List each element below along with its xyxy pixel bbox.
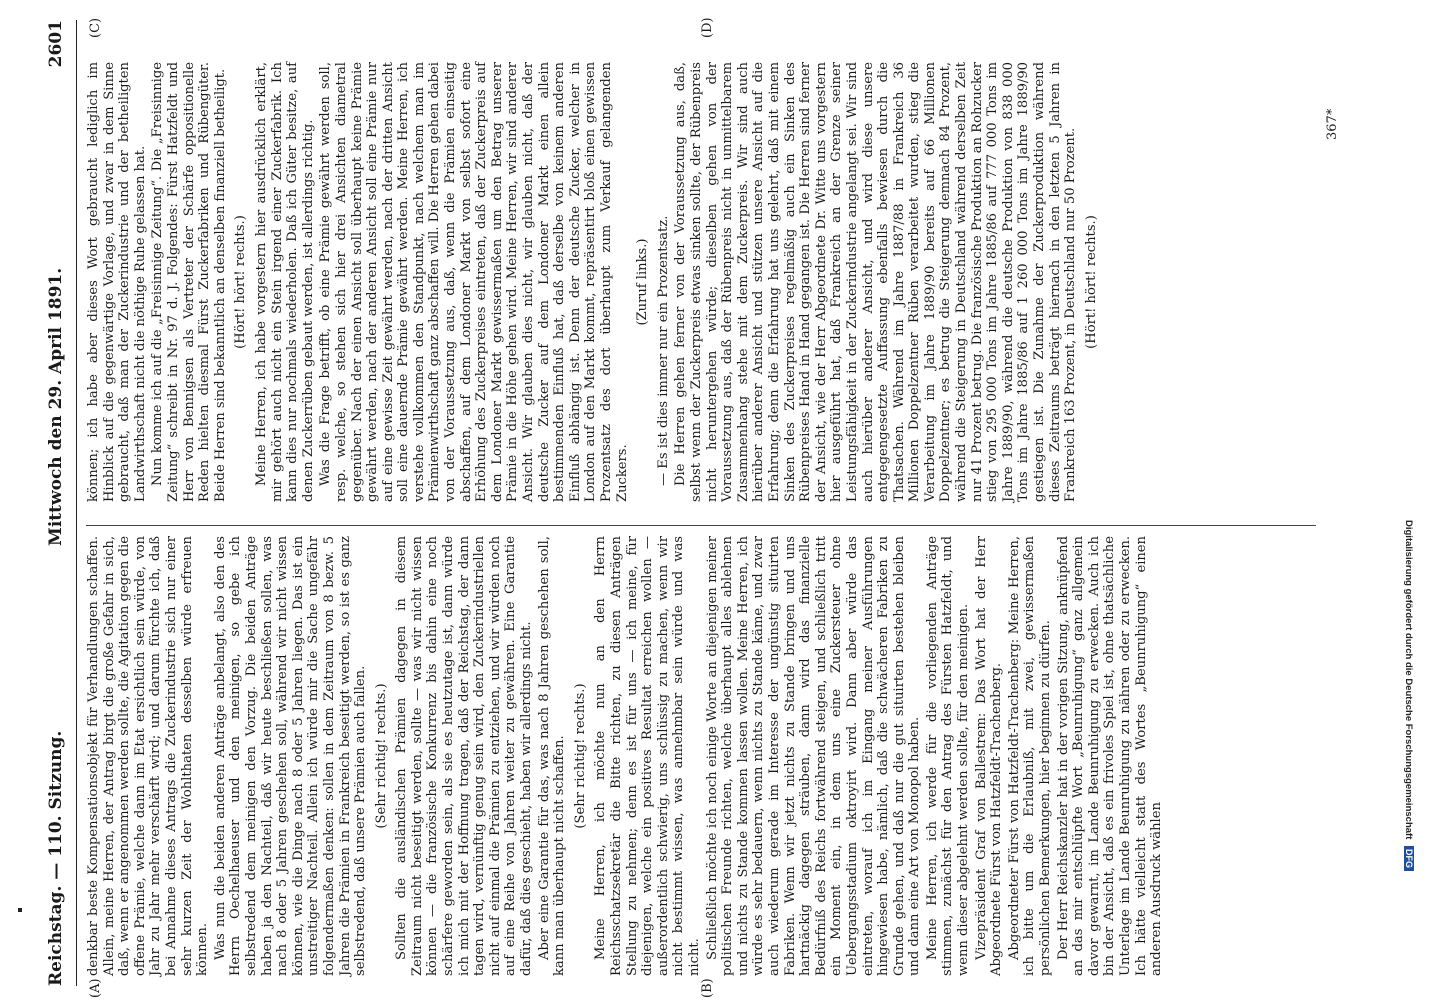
paragraph: Die Herren gehen ferner von der Voraussetzung aus, daß, selbst wenn der Zuckerpreis etwas sinken sollte, der Rübenpreis nicht heruntergehen würde; dieselben gehen von der Voraussetzung aus, daß der Rübenpreis nicht in unmittelbarem Zusammenhang stehe mit dem Zuckerpreis. Wir sind auch hierüber anderer Ansicht und stützen unsere Ansicht auf die Erfahrung; denn die Erfahrung hat uns gelehrt, daß mit einem Sinken des Zuckerpreises regelmäßig auch ein Sinken des Rübenpreises Hand in Hand gegangen ist. Die Herren sind ferner der Ansicht, wie der Herr Abgeordnete Dr. Witte uns vorgestern hier ausgeführt hat, daß Frankreich an der Grenze seiner Leistungsfähigkeit in der Zuckerindustrie angelangt sei. Wir sind auch hierüber anderer Ansicht, und wird diese unsere entgegengesetzte Auffassung ebenfalls bewiesen durch die Thatsachen. Während im Jahre 1887/88 in Frankreich 36 Millionen Doppelzentner Rüben verarbeitet wurden, stieg die Verarbeitung im Jahre 1889/90 bereits auf 66 Millionen Doppelzentner; es betrug die Steigerung demnach 84 Prozent, während die Steigerung in Deutschland während derselben Zeit nur 41 Prozent betrug. Die französische Produktion an Rohzucker stieg von 295 000 Tons im Jahre 1885/86 auf 777 000 Tons im Jahre 1889/90, während die deutsche Produktion von 838 000 Tons im Jahre 1885/86 auf 1 260 000 Tons im Jahre 1889/90 gestiegen ist. Die Zunahme der Zuckerproduktion während dieses Zeitraums beträgt hiernach in den letzten 5 Jahren in Frankreich 163 Prozent, in Deutschland nur 50 Prozent. [673, 62, 1079, 502]
paragraph: — Es ist dies immer nur ein Prozentsatz. [655, 215, 671, 486]
footer-signature-mark: 367* [1325, 108, 1340, 140]
paragraph: denkbar beste Kompensationsobjekt für Verhandlungen schaffen. Allein, meine Herren, der Antrag birgt die große Gefahr in sich, daß, wenn er angenommen werden sollte, die Agitation gegen die offene Prämie, welche dann im Etat ersichtlich sein würde, von Jahr zu Jahr mehr verschärft wird; und darum fürchte ich, daß bei Annahme dieses Antrags die Zuckerindustrie sich nur einer sehr kurzen Zeit der Wohlthaten desselben würde erfreuen können. [86, 536, 211, 976]
column-divider [86, 525, 1316, 526]
funding-note-text: Digitalisierung gefördert durch die Deutsche Forschungsgemeinschaft [1403, 520, 1414, 840]
paragraph: Vizepräsident Graf von Ballestrem: Das Wort hat der Herr Abgeordnete Fürst von Hatzfeldt-Trachenberg. [973, 536, 1005, 976]
paragraph: (Zuruf links.) [635, 238, 651, 326]
paragraph: Nun komme ich auf die „Freisinnige Zeitung“. Die „Freisinnige Zeitung“ schreibt in Nr. 97 d. J. Folgendes: Fürst Hatzfeldt und Herr von Bennigsen als Vertreter der Schärfe oppositionelle Reden hielten diesmal Fürst Zuckerfabriken und Rübengüter. Beide Herren sind bekanntlich an denselben finanziell betheiligt. [150, 62, 228, 502]
header-date: Mittwoch den 29. April 1891. [46, 267, 66, 546]
margin-marker-d: (D) [700, 17, 715, 38]
page-header [46, 20, 74, 986]
dfg-logo: DFG [1404, 846, 1414, 871]
paragraph: Meine Herren, ich habe vorgestern hier ausdrücklich erklärt, mir gehört auch nicht ein Stein irgend einer Zuckerfabrik. Ich kann dies nur nochmals wiederholen. Daß ich Güter besitze, auf denen Zuckerrüben gebaut werden, ist allerdings richtig. [253, 62, 316, 502]
margin-marker-c: (C) [88, 17, 103, 38]
paragraph: Was nun die beiden anderen Anträge anbelangt, also den des Herrn Oechelhaeuser und den meinigen, so gebe ich selbstredend dem meinigen den Vorzug. Die beiden Anträge haben ja den Nachteil, daß wir heute beschließen sollen, was nach 8 oder 5 Jahren geschehen soll, während wir nicht wissen können, wie die Dinge nach 8 oder 5 Jahren liegen. Das ist ein unstreitiger Nachteil. Allein ich würde mir die Sache ungefähr folgendermaßen denken: sollen in dem Zeitraum von 8 bezw. 5 Jahren die Prämien in Frankreich beseitigt werden, so ist es ganz selbstredend, daß unsere Prämien auch fallen. [212, 536, 369, 976]
paragraph: können; ich habe aber dieses Wort gebraucht lediglich im Hinblick auf die gegenwärtige Vorlage, und zwar in dem Sinne gebraucht, daß man der Zuckerindustrie und der betheiligten Landwirthschaft nicht die nöthige Ruhe gelassen hat. [86, 62, 148, 502]
paragraph: Der Herr Reichskanzler hat in der vorigen Sitzung, anknüpfend an das mir entschlüpfte Wort „Beunruhigung“ ganz allgemein davor gewarnt, im Lande Beunruhigung zu erwecken. Auch ich bin der Ansicht, daß es ein frivoles Spiel ist, ohne thatsächliche Unterlage im Lande Beunruhigung zu nähren oder zu erwecken. Ich hätte vielleicht statt des Wortes „Beunruhigung“ einen anderen Ausdruck wählen [1055, 536, 1165, 976]
paragraph: Schließlich möchte ich noch einige Worte an diejenigen meiner politischen Freunde richten, welche überhaupt alles ablehnen und nichts zu Stande kommen lassen wollen. Meine Herren, ich würde es sehr bedauern, wenn nichts zu Stande käme, und zwar auch wiederum gerade im Interesse der ungünstig situirten Fabriken. Wenn wir jetzt nichts zu Stande bringen und uns hartnäckig dagegen sträuben, dann wird das finanzielle Bedürfniß des Reichs fortwährend steigen, und schließlich tritt ein Moment ein, in dem uns eine Zuckersteuer ohne Uebergangsstadium oktroyirt wird. Dann aber würde das eintreten, worauf ich im Eingang meiner Ausführungen hingewiesen habe, nämlich, daß die schwächeren Fabriken zu Grunde gehen, und daß nur die gut situirten bestehen bleiben und dann eine Art von Monopol haben. [704, 536, 923, 976]
margin-marker-b: (B) [700, 978, 715, 998]
left-text-column [86, 536, 1167, 976]
paragraph: Aber eine Garantie für das, was nach 8 Jahren geschehen soll, kann man überhaupt nicht schaffen. [536, 536, 568, 976]
right-text-column [86, 62, 1104, 502]
funding-note [1403, 520, 1414, 980]
paragraph: Sollten die ausländischen Prämien dagegen in diesem Zeitraum nicht beseitigt werden, sollte — was wir nicht wissen können — die französische Konkurrenz bis dahin eine noch schärfere geworden sein, als sie es heutzutage ist, dann würde ich mich mit der Hoffnung tragen, daß der Reichstag, der dann tagen wird, vernünftig genug sein wird, den Zuckerindustriellen nicht auf einmal die Prämien zu entziehen, und wir würden noch auf eine Reihe von Jahren weiter zu gewähren. Eine Garantie dafür, daß dies geschieht, haben wir allerdings nicht. [394, 536, 535, 976]
margin-marker-a: (A) [88, 978, 103, 998]
header-page-number: 2601 [46, 20, 66, 68]
header-session: Reichstag. — 110. Sitzung. [46, 730, 66, 986]
paragraph: Meine Herren, ich möchte nun an den Herrn Reichsschatzsekretär die Bitte richten, zu diesen Anträgen Stellung zu nehmen; denn es ist für uns — ich meine, für diejenigen, welche ein positives Resultat erreichen wollen — außerordentlich schwierig, uns schlüssig zu machen, wenn wir nicht bestimmt wissen, was annehmbar sein würde und was nicht. [593, 536, 702, 976]
header-rule [76, 20, 77, 986]
paragraph: Was die Frage betrifft, ob eine Prämie gewährt werden soll, resp. welche, so stehen sich hier drei Ansichten diametral gegenüber. Nach der einen Ansicht soll überhaupt keine Prämie gewährt werden, nach der anderen Ansicht soll eine Prämie nur auf eine gewisse Zeit gewährt werden, nach der dritten Ansicht soll eine dauernde Prämie gewährt werden. Meine Herren, ich verstehe vollkommen den Standpunkt, nach welchem man im Prämienwirthschaft ganz abschaffen will. Die Herren gehen dabei von der Voraussetzung aus, daß, wenn die Prämien einseitig abschaffen, auf dem Londoner Markt von selbst sofort eine Erhöhung des Zuckerpreises eintreten, daß der Zuckerpreis auf dem Londoner Markt gewissermaßen um den Betrag unserer Prämie in die Höhe gehen wird. Meine Herren, wir sind anderer Ansicht. Wir glauben dies nicht, wir glauben nicht, daß der deutsche Zucker auf dem Londoner Markt einen allein bestimmenden Einfluß hat, daß derselbe von keinem anderen Einfluß abhängig ist. Denn der deutsche Zucker, welcher in London auf den Markt kommt, repräsentirt bloß einen gewissen Prozentsatz des dort überhaupt zum Verkauf gelangenden Zuckers. [318, 62, 630, 502]
paragraph: (Hört! hört! rechts.) [1083, 215, 1099, 349]
paragraph: Abgeordneter Fürst von Hatzfeldt-Trachenberg: Meine Herren, ich bitte um die Erlaubniß, mit zwei, gewissermaßen persönlichen Bemerkungen, hier beginnen zu dürfen. [1006, 536, 1054, 976]
paragraph: (Sehr richtig! rechts.) [373, 683, 389, 829]
paragraph: (Hört! hört! rechts.) [233, 215, 249, 349]
ink-mark [18, 908, 22, 912]
paragraph: Meine Herren, ich werde für die vorliegenden Anträge stimmen, zunächst für den Antrag des Fürsten Hatzfeldt, und wenn dieser abgelehnt werden sollte, für den meinigen. [924, 536, 972, 976]
paragraph: (Sehr richtig! rechts.) [572, 683, 588, 829]
